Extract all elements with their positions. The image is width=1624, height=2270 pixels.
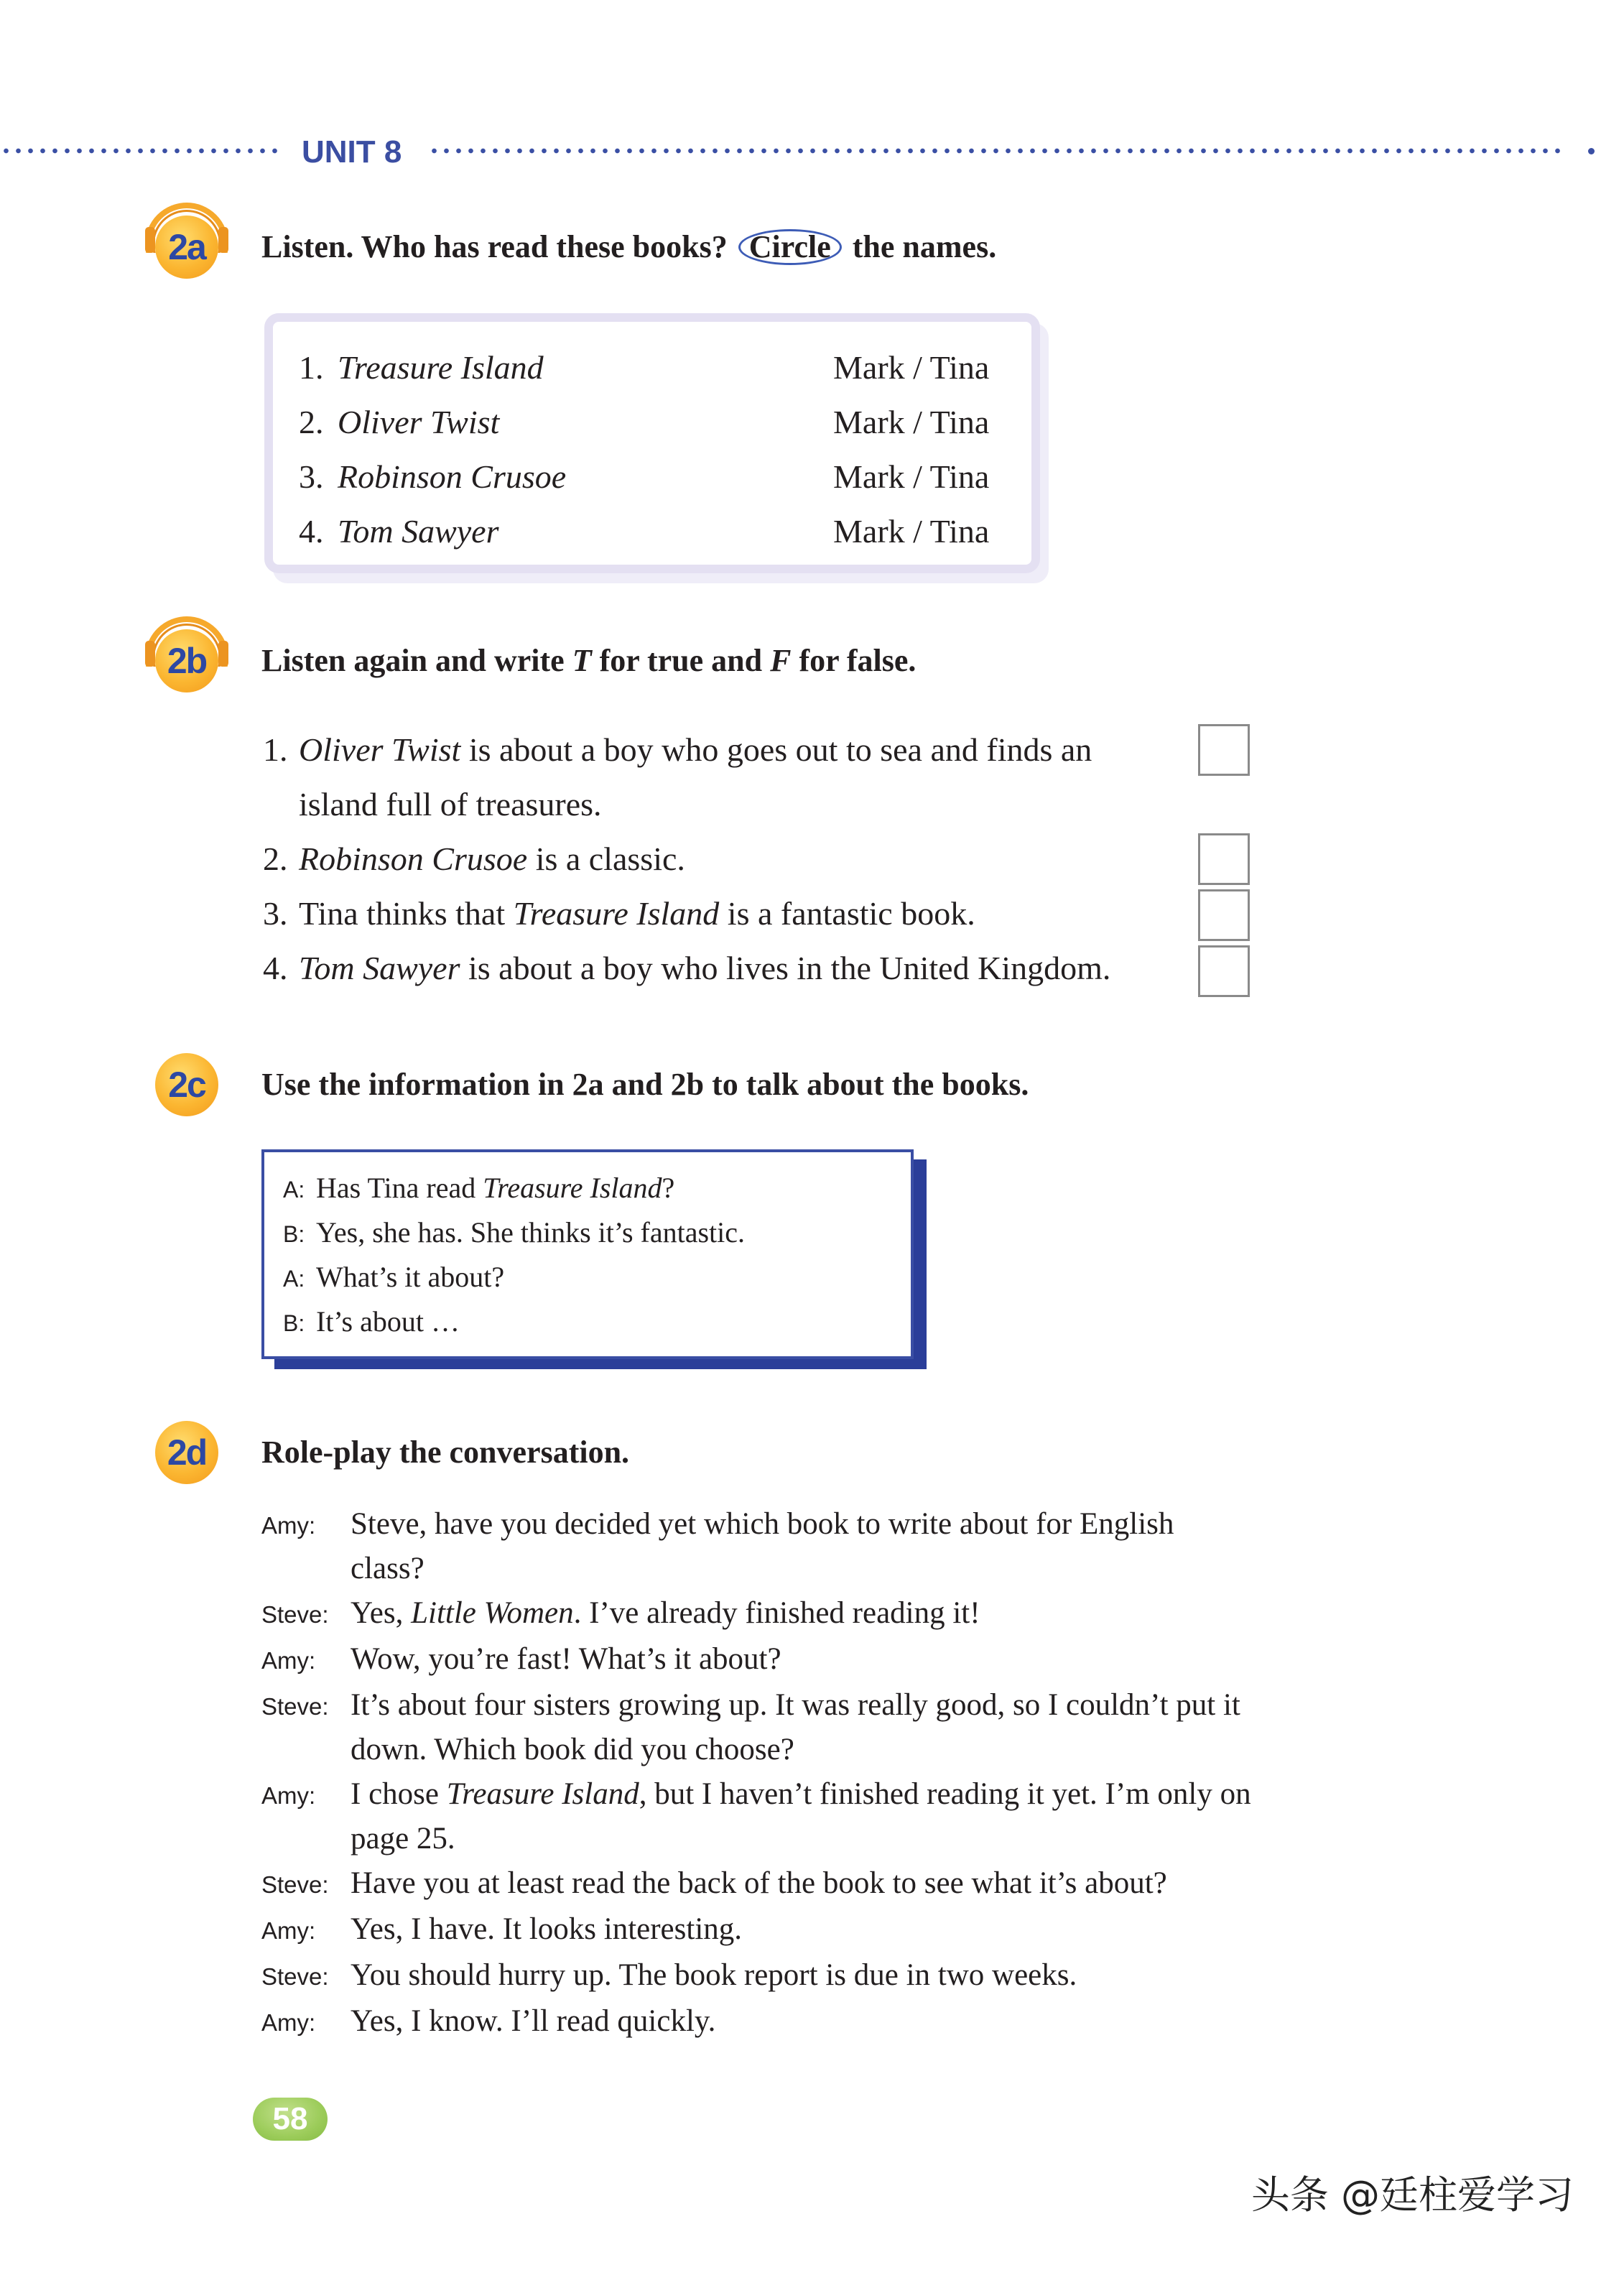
headphones-pad-left: [145, 227, 155, 253]
answer-box-4[interactable]: [1198, 945, 1250, 997]
role-play-conversation: [261, 1502, 1554, 2045]
turn-line: It’s about four sisters growing up. It was really good, so I couldn’t put it: [351, 1688, 1240, 1722]
activity-2a-instruction: [261, 228, 996, 266]
circled-word: Circle: [738, 229, 842, 265]
book-row: [299, 504, 1017, 559]
turn-line: page 25.: [351, 1822, 455, 1856]
dialogue-text: Yes, she has. She thinks it’s fantastic.: [316, 1216, 746, 1248]
instruction-false-letter: F: [770, 643, 792, 678]
turn-line: [351, 1772, 1554, 1817]
book-row: [299, 450, 1017, 504]
conversation-turn: [261, 1861, 1554, 1907]
headphones-pad-left: [145, 641, 155, 667]
statement-text: Tina thinks that: [299, 895, 506, 932]
speaker-label: A:: [283, 1177, 305, 1203]
turn-line: Yes, I know. I’ll read quickly.: [351, 2004, 716, 2038]
book-number: 3.: [299, 458, 324, 495]
turn-line: Steve, have you decided yet which book to write about for English: [351, 1507, 1174, 1541]
statement-text: island full of treasures.: [299, 786, 602, 823]
turn-line: Yes, I have. It looks interesting.: [351, 1912, 743, 1946]
name-choices: Mark / Tina: [833, 458, 990, 495]
activity-badge-label: 2d: [167, 1432, 207, 1473]
dialogue-text: What’s it about?: [316, 1261, 505, 1293]
answer-box-3[interactable]: [1198, 889, 1250, 941]
instruction-text: for true and: [599, 643, 763, 678]
dialogue-line: [283, 1300, 901, 1344]
headphones-pad-right: [218, 641, 228, 667]
statement-4: [263, 941, 1189, 996]
book-row: [299, 395, 1017, 450]
dialogue-line: [283, 1210, 901, 1255]
instruction-text: for false.: [799, 643, 917, 678]
conversation-turn: [261, 1637, 1554, 1683]
book-list: [299, 340, 1017, 559]
book-title: Tom Sawyer: [338, 513, 499, 550]
book-title: Oliver Twist: [338, 404, 500, 440]
turn-line: Wow, you’re fast! What’s it about?: [351, 1642, 781, 1676]
true-false-statements: [263, 723, 1189, 996]
statement-1: [263, 723, 1189, 777]
statement-number: 2.: [263, 840, 288, 877]
turn-line: class?: [351, 1552, 424, 1585]
book-number: 2.: [299, 404, 324, 440]
instruction-text: Listen. Who has read these books?: [261, 229, 728, 264]
answer-box-1[interactable]: [1198, 724, 1250, 776]
speaker-label: Steve:: [261, 1693, 329, 1720]
speaker-label: Steve:: [261, 1871, 329, 1898]
speaker-label: Steve:: [261, 1963, 329, 1990]
book-number: 1.: [299, 349, 324, 386]
activity-badge-label: 2b: [167, 641, 207, 681]
turn-text: . I’ve already finished reading it!: [573, 1596, 980, 1630]
turn-line: Have you at least read the back of the book to see what it’s about?: [351, 1866, 1167, 1900]
activity-2c-instruction: Use the information in 2a and 2b to talk about the books.: [261, 1067, 1029, 1102]
header-dotted-rule-right: [428, 147, 1564, 154]
answer-box-2[interactable]: [1198, 833, 1250, 885]
book-title: Oliver Twist: [299, 731, 461, 768]
unit-label: UNIT 8: [302, 134, 402, 170]
speaker-label: Amy:: [261, 1917, 316, 1944]
conversation-turn: [261, 1502, 1554, 1591]
conversation-turn: [261, 1683, 1554, 1772]
page-number-badge: 58: [253, 2098, 328, 2141]
conversation-turn: [261, 1907, 1554, 1953]
book-number: 4.: [299, 513, 324, 550]
activity-badge-label: 2c: [168, 1065, 205, 1105]
dialogue-text: Has Tina read: [316, 1172, 476, 1204]
statement-number: 4.: [263, 950, 288, 986]
conversation-turn: [261, 1772, 1554, 1861]
statement-text: is about a boy who goes out to sea and finds an: [468, 731, 1092, 768]
turn-line: You should hurry up. The book report is due in two weeks.: [351, 1958, 1077, 1992]
book-title: Little Women: [411, 1596, 574, 1630]
book-title: Treasure Island: [446, 1777, 639, 1811]
name-choices: Mark / Tina: [833, 349, 990, 386]
book-row: [299, 340, 1017, 395]
speaker-label: B:: [283, 1310, 305, 1336]
instruction-text: the names.: [852, 229, 997, 264]
turn-line: down. Which book did you choose?: [351, 1733, 794, 1766]
conversation-turn: [261, 1591, 1554, 1637]
turn-text: , but I haven’t finished reading it yet. I’m only on: [639, 1777, 1251, 1811]
speaker-label: Steve:: [261, 1601, 329, 1628]
dialogue-line: [283, 1255, 901, 1300]
statement-text: is a classic.: [535, 840, 685, 877]
statement-2: [263, 832, 1189, 886]
activity-badge-2a: [155, 216, 218, 279]
statement-text: is a fantastic book.: [727, 895, 975, 932]
dialogue-text: It’s about …: [316, 1305, 460, 1338]
name-choices: Mark / Tina: [833, 404, 990, 440]
name-choices: Mark / Tina: [833, 513, 990, 550]
dialogue-text: ?: [662, 1172, 675, 1204]
turn-text: I chose: [351, 1777, 439, 1811]
instruction-text: Listen again and write: [261, 643, 565, 678]
book-title: Robinson Crusoe: [338, 458, 567, 495]
speaker-label: Amy:: [261, 1647, 316, 1674]
activity-badge-2d: [155, 1421, 218, 1484]
book-title: Treasure Island: [483, 1172, 662, 1204]
speaker-label: Amy:: [261, 2009, 316, 2036]
dialogue-line: [283, 1166, 901, 1210]
turn-text: Yes,: [351, 1596, 404, 1630]
activity-badge-label: 2a: [168, 227, 205, 267]
speaker-label: Amy:: [261, 1512, 316, 1539]
activity-badge-2c: [155, 1053, 218, 1116]
conversation-turn: [261, 1999, 1554, 2045]
conversation-turn: [261, 1953, 1554, 1999]
headphones-pad-right: [218, 227, 228, 253]
speaker-label: Amy:: [261, 1782, 316, 1809]
watermark-text: 头条 @廷柱爱学习: [1251, 2172, 1574, 2218]
activity-badge-2b: [155, 629, 218, 692]
statement-1-continuation: [263, 777, 1189, 832]
activity-2b-instruction: [261, 642, 916, 680]
statement-number: 3.: [263, 895, 288, 932]
book-title: Robinson Crusoe: [299, 840, 528, 877]
statement-3: [263, 886, 1189, 941]
book-title: Tom Sawyer: [299, 950, 460, 986]
statement-text: is about a boy who lives in the United Kingdom.: [468, 950, 1111, 986]
speaker-label: A:: [283, 1266, 305, 1292]
header-dotted-rule-left: [0, 147, 281, 154]
book-title: Treasure Island: [513, 895, 720, 932]
instruction-true-letter: T: [572, 643, 592, 678]
turn-line: [351, 1591, 1554, 1636]
speaker-label: B:: [283, 1221, 305, 1247]
header-dotted-rule-end: [1588, 148, 1595, 154]
book-title: Treasure Island: [338, 349, 544, 386]
activity-2d-instruction: Role-play the conversation.: [261, 1435, 630, 1470]
statement-number: 1.: [263, 731, 288, 768]
sample-dialogue: [283, 1166, 901, 1344]
